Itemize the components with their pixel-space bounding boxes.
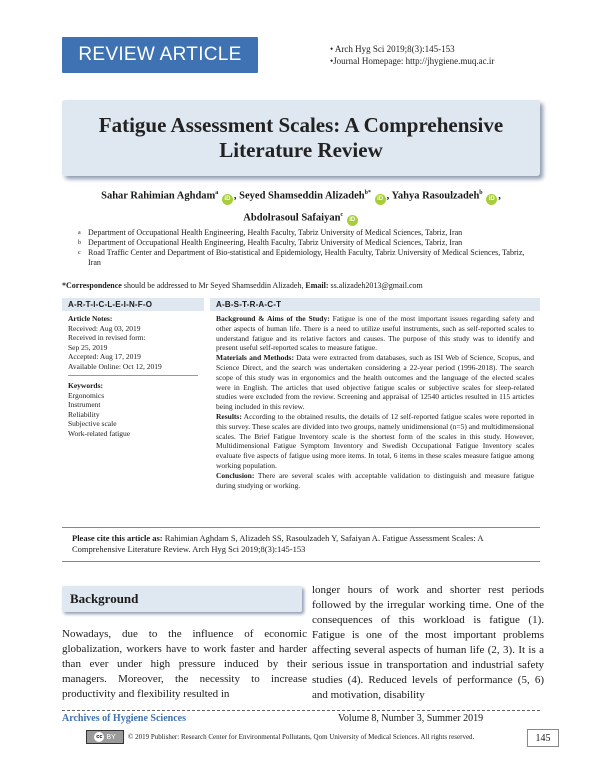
correspondence: [62, 281, 540, 290]
citation-text: Rahimian Aghdam S, Alizadeh SS, Rasoulzadeh Y, Safaiyan A. Fatigue Assessment Scales: A Comprehensive Literature Review. Arch Hyg Sci 2019;8(3):145-153: [72, 533, 484, 554]
journal-citation: • Arch Hyg Sci 2019;8(3):145-153: [330, 44, 455, 54]
keyword: Reliability: [68, 409, 100, 419]
affiliation-mark: c: [78, 250, 81, 256]
keyword: Ergonomics: [68, 390, 105, 400]
author-name: Sahar Rahimian Aghdam: [101, 190, 216, 202]
abstract-background-label: Background & Aims of the Study:: [216, 314, 330, 323]
correspondence-label: *Correspondence: [62, 281, 122, 290]
author-affil-mark: c: [340, 211, 344, 218]
abstract-conclusion: [216, 471, 534, 491]
article-note: Available Online: Oct 12, 2019: [68, 361, 162, 371]
article-info-column: [62, 298, 204, 438]
page-number: 145: [527, 729, 559, 747]
affiliation-text: Road Traffic Center and Department of Bio-statistical and Epidemiology, Health Faculty, Tabriz University of Medical Sciences, Tabriz, Iran: [88, 248, 525, 267]
orcid-icon[interactable]: iD: [222, 194, 233, 205]
journal-homepage-link[interactable]: •Journal Homepage: http://jhygiene.muq.ac.ir: [330, 56, 495, 66]
abstract-background: [216, 314, 534, 353]
title-banner: [62, 100, 540, 176]
keyword: Instrument: [68, 400, 101, 409]
author-affil-mark: b: [479, 190, 483, 196]
affiliation-text: Department of Occupational Health Engineering, Health Faculty, Tabriz University of Medical Sciences, Tabriz, Iran: [88, 228, 463, 237]
abstract-methods-text: Data were extracted from databases, such as ISI Web of Science, Scopus, and Science Direct, and the search was undertaken considering a 22-year period (1996-2018). The search scope of this study was in ergonomics and the health outcomes and the language of the elected scales were in English. The articles that used objective fatigue scales or subjective scales for sleep-related studies were excluded from the review. Screening and appraisal of 12540 articles resulted in 115 articles being included in this review.: [216, 353, 534, 412]
abstract-results-text: According to the obtained results, the details of 12 self-reported fatigue scales were reported in this survey. These scales are divided into two groups, namely unidimensional (n=5) and multidimensional scales. The Brief Fatigue Inventory scale is the shortest form of the scales in this study. However, Multidimensional Fatigue Symptom Inventory and Swedish Occupational Fatigue Inventory scales evaluate five aspects of fatigue using more items. In total, 6 items in these scales measure fatigue among working population.: [216, 411, 534, 470]
affiliation-item: [78, 248, 538, 268]
author-name: Seyed Shamseddin Alizadeh: [239, 190, 365, 202]
footer-divider: [62, 710, 540, 711]
section-heading-background: Background: [62, 586, 302, 612]
abstract-body: [210, 311, 540, 490]
keyword: Subjective scale: [68, 419, 117, 428]
affiliation-item: [78, 228, 538, 238]
paper-title: Fatigue Assessment Scales: A Comprehensive Literature Review: [98, 113, 504, 162]
abstract-methods: [216, 353, 534, 412]
abstract-conclusion-label: Conclusion:: [216, 470, 255, 480]
affiliations: [78, 228, 538, 268]
article-note: Accepted: Aug 17, 2019: [68, 352, 141, 361]
abstract-results: [216, 412, 534, 471]
correspondence-text: should be addressed to Mr Seyed Shamseddin Alizadeh,: [121, 281, 306, 290]
author-affil-mark: b*: [364, 190, 371, 196]
journal-meta: [330, 43, 560, 67]
article-info-heading: A-R-T-I-C-L-E-I-N-F-O: [62, 298, 204, 311]
citation-label: Please cite this article as:: [72, 533, 163, 543]
author-name: Abdolrasoul Safaiyan: [243, 212, 341, 223]
article-notes-label: Article Notes:: [68, 314, 113, 323]
orcid-icon[interactable]: iD: [486, 194, 497, 205]
body-text-left: Nowadays, due to the influence of economic globalization, workers have to work faster and harder than ever under high pressure induced by their managers. Moreover, the necessity to increase productivity and flexibility resulted in: [62, 628, 307, 700]
article-note: Received in revised form:: [68, 333, 146, 342]
affiliation-item: [78, 238, 538, 248]
footer-journal-name: Archives of Hygiene Sciences: [62, 713, 186, 724]
correspondence-email[interactable]: ss.alizadeh2013@gmail.com: [328, 281, 423, 290]
body-text-right: longer hours of work and shorter rest periods followed by the irregular working time. One of the consequences of this workload is fatigue (1). Fatigue is one of the most important problems affecting several aspects of human life (2, 3). It is a serious issue in transportation and industrial safety studies (4). Reduced levels of performance (5, 6) and motivation, disability: [312, 584, 544, 701]
abstract-column: [210, 298, 540, 490]
cc-by-label: BY: [106, 733, 116, 741]
cc-license-icon[interactable]: [86, 730, 124, 744]
author-name: Yahya Rasoulzadeh: [391, 190, 480, 202]
email-label: Email:: [305, 281, 329, 290]
abstract-methods-label: Materials and Methods:: [216, 353, 294, 363]
author-affil-mark: a: [215, 190, 219, 196]
abstract-heading: A-B-S-T-R-A-C-T: [210, 298, 540, 311]
article-note: Sep 25, 2019: [68, 342, 108, 352]
divider: [62, 527, 540, 528]
cc-circle-icon: cc: [96, 734, 103, 740]
orcid-icon[interactable]: iD: [375, 194, 386, 205]
divider: [62, 561, 540, 562]
keywords-label: Keywords:: [68, 381, 103, 390]
divider: [68, 375, 198, 376]
footer-volume: Volume 8, Number 3, Summer 2019: [338, 713, 484, 724]
abstract-background-text: Fatigue is one of the most important issues regarding safety and other aspects of human life. There is a need to utilize useful instruments, such as self-reported scales to understand fatigue and its relative factors and causes. The purpose of this study was to identify and present useful self-reported scales to measure fatigue.: [216, 314, 534, 353]
affiliation-mark: a: [78, 230, 81, 236]
affiliation-mark: b: [78, 240, 81, 246]
citation-block: [72, 533, 536, 555]
article-note: Received: Aug 03, 2019: [68, 323, 141, 333]
abstract-results-label: Results:: [216, 411, 242, 421]
keyword: Work-related fatigue: [68, 428, 131, 438]
orcid-icon[interactable]: iD: [347, 215, 358, 226]
affiliation-text: Department of Occupational Health Engineering, Health Faculty, Tabriz University of Medical Sciences, Tabriz, Iran: [88, 238, 463, 247]
article-type-badge: REVIEW ARTICLE: [62, 37, 258, 73]
abstract-conclusion-text: There are several scales with acceptable validation to distinguish and measure fatigue during studying or working.: [216, 470, 534, 490]
copyright-notice: © 2019 Publisher: Research Center for Environmental Pollutants, Qom University of Medical Sciences. All rights reserved.: [128, 733, 475, 741]
author-list: Sahar Rahimian Aghdam$^a$ iD , Seyed Shamseddin Alizadeh$^{b*}$ iD , Yahya Rasoulzadeh$^b$ iD , Abdolrasoul Safaiyan$^c$ iD: [62, 184, 540, 227]
